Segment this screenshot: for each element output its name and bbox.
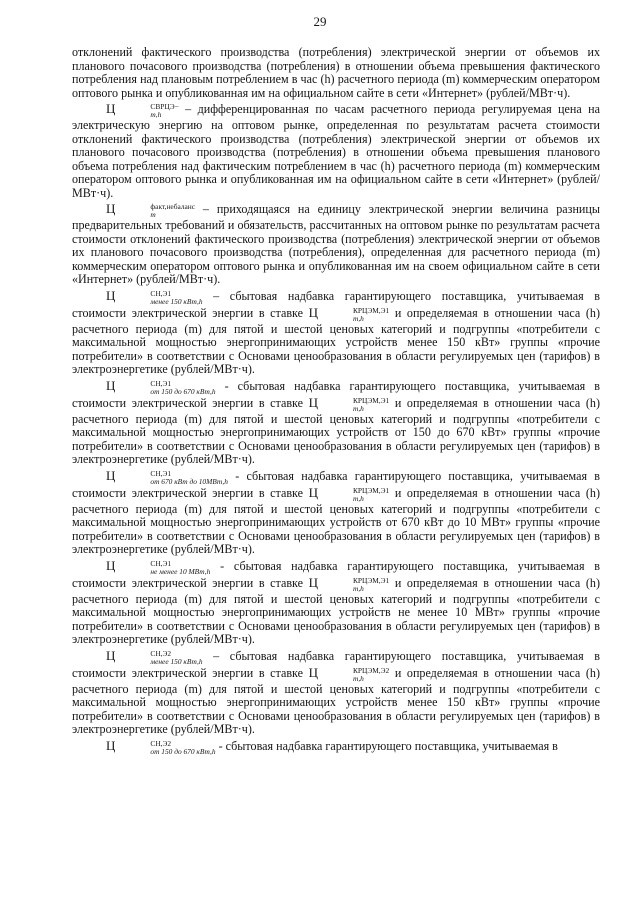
definition-paragraph [72, 469, 600, 557]
definition-paragraph [72, 202, 600, 287]
formula-symbol: Ц КРЦЭМ,Э1 m,h [308, 574, 390, 593]
formula-symbol: Ц КРЦЭМ,Э1 m,h [308, 484, 390, 503]
paragraph-text: и определяемая в отношении часа (h) расчетного периода (m) для пятой и шестой ценовых категорий и подгруппы «потребители с максимальной мощностью энергопринимающих устройств менее 150 кВт» группы «прочие потребители» в соответствии с Основами ценообразования в области регулируемых цен (тарифов) в электроэнергетике (рублей/МВт·ч). [72, 305, 600, 376]
paragraph-text: – приходящаяся на единицу электрической энергии величина разницы предварительных требований и обязательств, рассчитанных на оптовом рынке по результатам расчета стоимости отклонений фактического производства (потребления) электрической энергии от объемов их планового почасового производства (потребления), определенная для расчетного периода (m) коммерческим оператором оптового рынка и опубликованная им на своем официальном сайте в сети «Интернет» (рублей/МВт·ч). [72, 202, 600, 286]
definition-paragraph [72, 559, 600, 647]
paragraph-text: - сбытовая надбавка гарантирующего поставщика, учитываемая в стоимости электрической энергии в ставке [72, 468, 600, 500]
paragraph-text: – сбытовая надбавка гарантирующего поставщика, учитываемая в стоимости электрической энергии в ставке [72, 648, 600, 680]
paragraph-text: – дифференцированная по часам расчетного периода регулируемая цена на электрическую энергию на оптовом рынке, определенная по результатам расчета стоимости отклонений фактического производства (потребления) электрической энергии от объемов их планового почасового производства (потребления) в отношении объема превышения планового объема потребления над фактическим потреблением в час (h) расчетного периода (m) коммерческим оператором оптового рынка и опубликованная им на официальном сайте в сети «Интернет» (рублей/МВт·ч). [72, 102, 600, 200]
paragraph-text: и определяемая в отношении часа (h) расчетного периода (m) для пятой и шестой ценовых категорий и подгруппы «потребители с максимальной мощностью энергопринимающих устройств от 150 до 670 кВт» группы «прочие потребители» в соответствии с Основами ценообразования в области регулируемых цен (тарифов) в электроэнергетике (рублей/МВт·ч). [72, 395, 600, 466]
definition-paragraph [72, 379, 600, 467]
formula-symbol: Ц СВРЦЭ− m,h [106, 101, 179, 119]
page-number: 29 [313, 14, 327, 29]
paragraph-text: и определяемая в отношении часа (h) расчетного периода (m) для пятой и шестой ценовых категорий и подгруппы «потребители с максимальной мощностью энергопринимающих устройств не менее 10 МВт» группы «прочие потребители» в соответствии с Основами ценообразования в области регулируемых цен (тарифов) в электроэнергетике (рублей/МВт·ч). [72, 575, 600, 646]
definition-paragraph [72, 739, 600, 756]
paragraph-text: - сбытовая надбавка гарантирующего поставщика, учитываемая в стоимости электрической энергии в ставке [72, 558, 600, 590]
paragraph-text: и определяемая в отношении часа (h) расчетного периода (m) для пятой и шестой ценовых категорий и подгруппы «потребители с максимальной мощностью энергопринимающих устройств от 670 кВт до 10 МВт» группы «прочие потребители» в соответствии с Основами ценообразования в области регулируемых цен (тарифов) в электроэнергетике (рублей/МВт·ч). [72, 485, 600, 556]
paragraph-text: - сбытовая надбавка гарантирующего поставщика, учитываемая в [215, 738, 558, 753]
formula-symbol: Ц факт,небаланс m [106, 201, 196, 219]
paragraph-text: отклонений фактического производства (потребления) электрической энергии от объемов их планового почасового производства (потребления) в отношении объема превышения фактического потребления над плановым потреблением в час (h) расчетного периода (m) коммерческим оператором оптового рынка и опубликованная им на официальном сайте в сети «Интернет» (рублей/МВт·ч). [72, 45, 600, 100]
definition-paragraph [72, 649, 600, 737]
formula-symbol: Ц СН,Э1 от 150 до 670 кВт,h [106, 377, 216, 396]
formula-symbol: Ц СН,Э1 менее 150 кВт,h [106, 287, 203, 306]
formula-symbol: Ц СН,Э2 от 150 до 670 кВт,h [106, 737, 216, 756]
paragraph-continuation [72, 46, 600, 100]
paragraph-text: - сбытовая надбавка гарантирующего поставщика, учитываемая в стоимости электрической энергии в ставке [72, 378, 600, 410]
paragraph-text: – сбытовая надбавка гарантирующего поставщика, учитываемая в стоимости электрической энергии в ставке [72, 288, 600, 320]
formula-symbol: Ц СН,Э2 менее 150 кВт,h [106, 647, 203, 666]
formula-symbol: Ц КРЦЭМ,Э1 m,h [308, 304, 390, 323]
paragraph-text: и определяемая в отношении часа (h) расчетного периода (m) для пятой и шестой ценовых категорий и подгруппы «потребители с максимальной мощностью энергопринимающих устройств менее 150 кВт» группы «прочие потребители» в соответствии с Основами ценообразования в области регулируемых цен (тарифов) в электроэнергетике (рублей/МВт·ч). [72, 665, 600, 736]
formula-symbol: Ц СН,Э1 от 670 кВт до 10МВт,h [106, 467, 228, 486]
definition-paragraph [72, 289, 600, 377]
formula-symbol: Ц КРЦЭМ,Э1 m,h [308, 394, 390, 413]
definition-paragraph [72, 102, 600, 200]
formula-symbol: Ц СН,Э1 не менее 10 МВт,h [106, 557, 211, 576]
formula-symbol: Ц КРЦЭМ,Э2 m,h [308, 664, 390, 683]
document-body [72, 46, 600, 758]
